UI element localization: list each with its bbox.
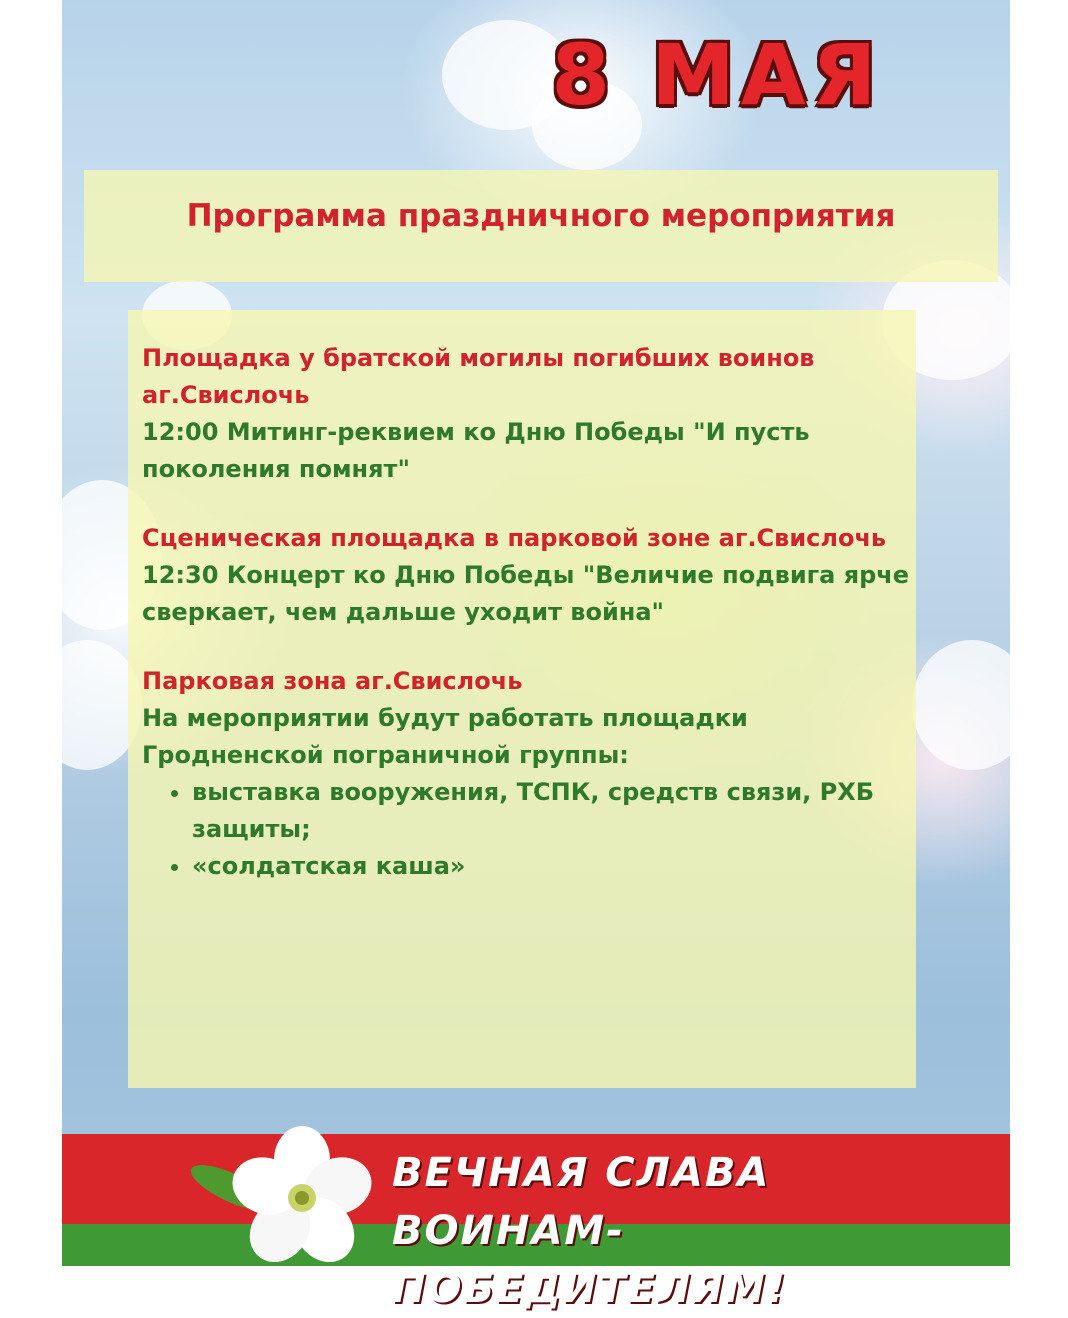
banner-line-2: ВОИНАМ-ПОБЕДИТЕЛЯМ! <box>392 1208 788 1312</box>
program-content <box>142 340 912 917</box>
program-panel <box>128 310 916 1088</box>
poster <box>62 0 1010 1312</box>
program-section <box>142 340 912 488</box>
activity-list <box>142 774 912 885</box>
blossom-decoration <box>912 640 1032 770</box>
section-place: Сценическая площадка в парковой зоне аг.Свислочь <box>142 524 887 552</box>
list-item: • выставка вооружения, ТСПК, средств связи, РХБ защиты; <box>192 774 912 848</box>
blossom-decoration <box>32 640 142 770</box>
section-event: 12:30 Концерт ко Дню Победы "Величие подвига ярче сверкает, чем дальше уходит война" <box>142 561 910 626</box>
section-place: Парковая зона аг.Свислочь <box>142 667 523 695</box>
banner-slogan <box>392 1144 1002 1318</box>
date-title: 8 МАЯ <box>551 26 883 124</box>
program-section <box>142 663 912 885</box>
banner-line-1: ВЕЧНАЯ СЛАВА <box>392 1150 771 1196</box>
program-subtitle: Программа праздничного мероприятия <box>186 198 896 234</box>
section-event: На мероприятии будут работать площадки Гродненской пограничной группы: <box>142 704 748 769</box>
subtitle-band <box>84 170 998 282</box>
section-place: Площадка у братской могилы погибших воинов аг.Свислочь <box>142 344 815 409</box>
apple-blossom-icon <box>172 1128 382 1268</box>
list-item: • «солдатская каша» <box>192 848 912 885</box>
section-event: 12:00 Митинг-реквием ко Дню Победы "И пусть поколения помнят" <box>142 418 810 483</box>
program-section <box>142 520 912 631</box>
